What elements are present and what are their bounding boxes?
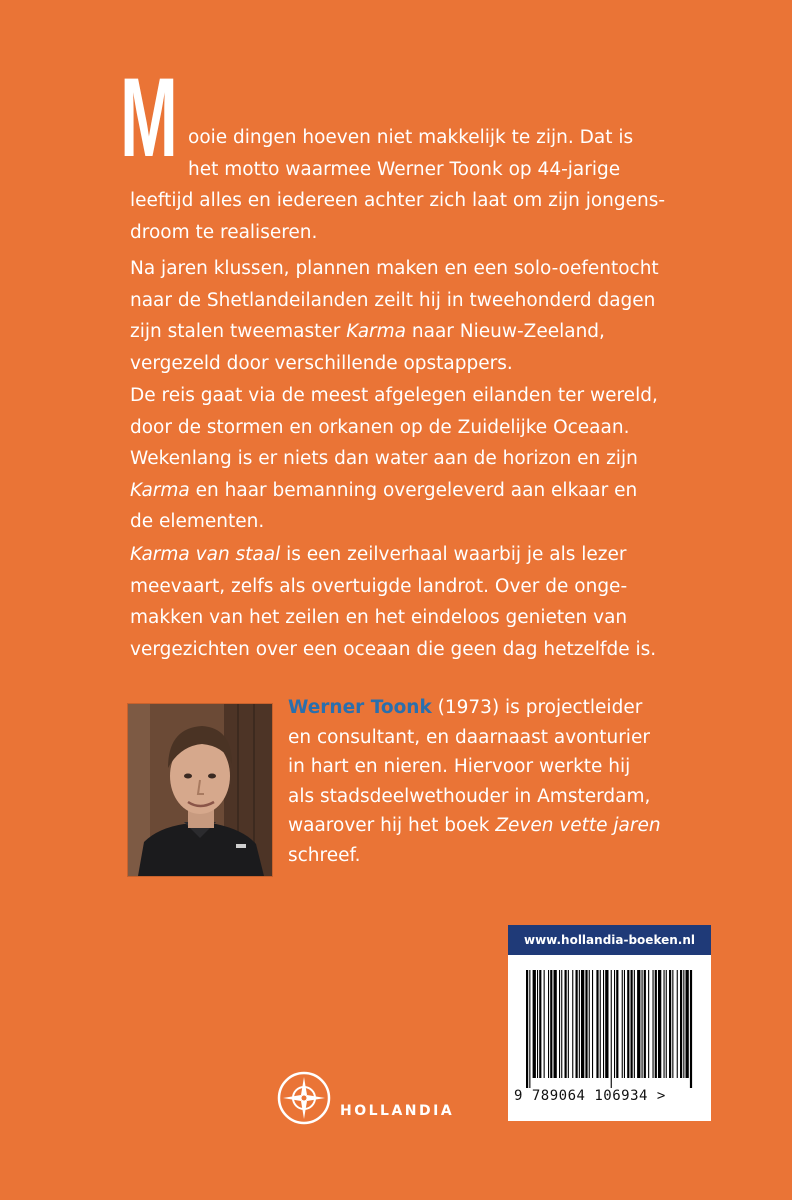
barcode-bar bbox=[529, 970, 530, 1088]
publisher-url: www.hollandia-boeken.nl bbox=[508, 925, 711, 955]
barcode-bar bbox=[592, 970, 593, 1078]
barcode-bar bbox=[631, 970, 633, 1078]
text-line: door de stormen en orkanen op de Zuidelijke Oceaan. bbox=[130, 416, 630, 438]
text-line: als stadsdeelwethouder in Amsterdam, bbox=[288, 785, 651, 807]
barcode-bar bbox=[565, 970, 567, 1078]
text-line: vergezichten over een oceaan die geen dag hetzelfde is. bbox=[130, 638, 657, 660]
text-line: droom te realiseren. bbox=[130, 221, 318, 243]
author-name: Werner Toonk bbox=[288, 697, 432, 718]
barcode-bar bbox=[603, 970, 604, 1078]
barcode-bar bbox=[672, 970, 673, 1078]
blurb-paragraph-3 bbox=[130, 380, 690, 538]
text-line: de elementen. bbox=[130, 511, 265, 532]
text-line bbox=[130, 475, 690, 507]
boat-name: Karma bbox=[346, 321, 406, 342]
author-portrait-illustration bbox=[128, 704, 272, 876]
barcode-label bbox=[508, 925, 711, 1121]
text-segment: en haar bemanning overgeleverd aan elkaar en bbox=[189, 479, 638, 501]
barcode-bar bbox=[600, 970, 601, 1078]
barcode-bar bbox=[611, 970, 612, 1088]
barcode-bar bbox=[539, 970, 541, 1078]
publisher-name: HOLLANDIA bbox=[340, 1103, 455, 1119]
barcode-bar bbox=[648, 970, 649, 1078]
barcode-bar bbox=[548, 970, 549, 1078]
boat-name: Karma bbox=[130, 479, 190, 501]
barcode-bar bbox=[664, 970, 665, 1078]
barcode-bar bbox=[666, 970, 667, 1078]
text-line: naar de Shetlandeilanden zeilt hij in tweehonderd dagen bbox=[130, 289, 656, 311]
text-line: vergezeld door verschillende opstappers. bbox=[130, 352, 513, 374]
barcode-bar bbox=[589, 970, 590, 1078]
barcode-bar bbox=[581, 970, 584, 1078]
barcode-bar bbox=[624, 970, 625, 1078]
text-line: schreef. bbox=[288, 844, 361, 866]
text-line: ooie dingen hoeven niet makkelijk te zijn. Dat is bbox=[188, 127, 634, 148]
barcode-bar bbox=[644, 970, 646, 1078]
text-line: De reis gaat via de meest afgelegen eilanden ter wereld, bbox=[130, 385, 658, 406]
barcode-bar bbox=[669, 970, 671, 1078]
barcode-bar bbox=[686, 970, 689, 1078]
barcode-bar bbox=[614, 970, 615, 1078]
blurb-paragraph-1 bbox=[130, 122, 690, 248]
book-title: Karma van staal bbox=[130, 544, 281, 565]
barcode-bar bbox=[544, 970, 545, 1078]
barcode-bar bbox=[637, 970, 640, 1078]
text-segment: waarover hij het boek bbox=[288, 815, 496, 836]
barcode-bar bbox=[537, 970, 538, 1078]
barcode-bar bbox=[653, 970, 654, 1078]
barcode-bar bbox=[605, 970, 608, 1078]
text-line: leeftijd alles en iedereen achter zich laat om zijn jongens- bbox=[130, 190, 666, 211]
barcode-bar bbox=[683, 970, 684, 1078]
barcode-bar bbox=[561, 970, 562, 1078]
text-line: en consultant, en daarnaast avonturier bbox=[288, 726, 650, 748]
text-line: het motto waarmee Werner Toonk op 44-jarige bbox=[188, 158, 621, 180]
text-segment: is een zeilverhaal waarbij je als lezer bbox=[280, 544, 627, 565]
barcode-bar bbox=[559, 970, 560, 1078]
text-line: makken van het zeilen en het eindeloos genieten van bbox=[130, 607, 628, 628]
text-line: Wekenlang is er niets dan water aan de horizon en zijn bbox=[130, 448, 638, 469]
barcode-bar bbox=[585, 970, 587, 1078]
barcode-bar bbox=[550, 970, 552, 1078]
text-segment: zijn stalen tweemaster bbox=[130, 321, 347, 342]
compass-rose-icon bbox=[276, 1070, 332, 1130]
text-line bbox=[288, 693, 708, 723]
barcode-bar bbox=[533, 970, 536, 1078]
barcode-bar bbox=[680, 970, 682, 1078]
barcode-bar bbox=[526, 970, 528, 1088]
text-line bbox=[130, 316, 690, 348]
blurb-paragraph-4 bbox=[130, 539, 690, 665]
text-segment: (1973) is projectleider bbox=[431, 697, 643, 718]
author-photo bbox=[128, 704, 272, 876]
text-line bbox=[130, 539, 690, 571]
isbn-number: 9 789064 106934 > bbox=[514, 1088, 666, 1104]
barcode-bar bbox=[554, 970, 557, 1078]
barcode-bar bbox=[579, 970, 580, 1078]
barcode-bar bbox=[616, 970, 618, 1078]
barcode-bar bbox=[627, 970, 629, 1078]
barcode-bar bbox=[622, 970, 623, 1078]
barcode-bar bbox=[576, 970, 578, 1078]
text-segment: naar Nieuw-Zeeland, bbox=[406, 321, 605, 342]
text-line: in hart en nieren. Hiervoor werkte hij bbox=[288, 756, 631, 777]
barcode-bar bbox=[655, 970, 657, 1078]
text-line bbox=[288, 811, 708, 841]
isbn-barcode bbox=[522, 970, 698, 1088]
text-line: meevaart, zelfs als overtuigde landrot. Over de onge- bbox=[130, 575, 628, 597]
blurb-paragraph-2 bbox=[130, 253, 690, 379]
barcode-bar bbox=[568, 970, 569, 1078]
barcode-bar bbox=[690, 970, 692, 1088]
barcode-bar bbox=[572, 970, 573, 1078]
book-title: Zeven vette jaren bbox=[495, 815, 661, 836]
barcode-bar bbox=[642, 970, 643, 1078]
barcode-bar bbox=[634, 970, 635, 1078]
drop-cap: M bbox=[120, 55, 177, 180]
author-bio bbox=[288, 693, 708, 870]
text-line: Na jaren klussen, plannen maken en een solo-oefentocht bbox=[130, 258, 659, 279]
barcode-bar bbox=[658, 970, 661, 1078]
barcode-bar bbox=[677, 970, 678, 1078]
barcode-bar bbox=[596, 970, 598, 1078]
